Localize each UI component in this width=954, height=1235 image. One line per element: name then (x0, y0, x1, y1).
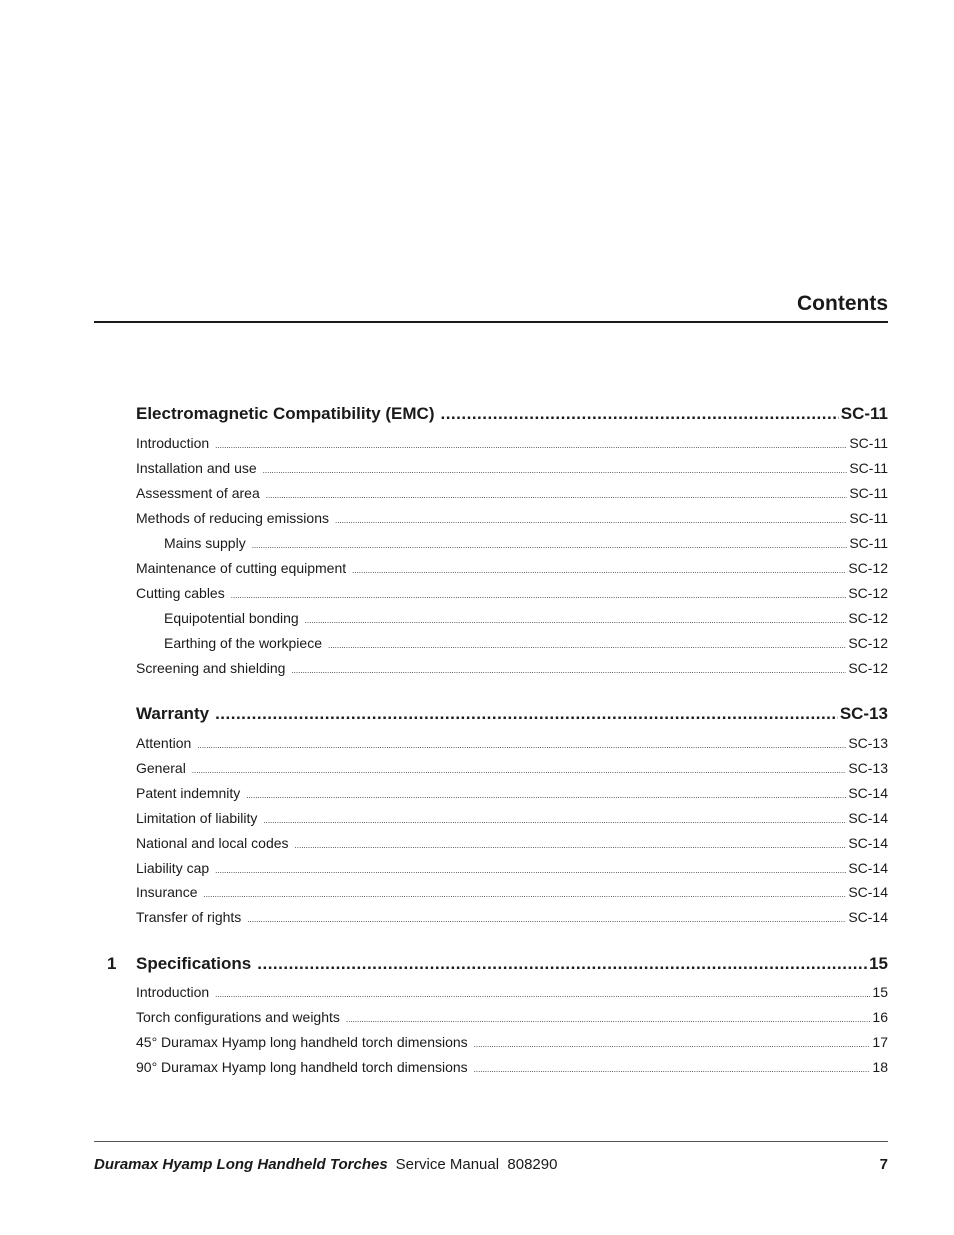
toc-entry-title: Methods of reducing emissions (136, 510, 329, 526)
dot-leader (352, 566, 846, 575)
toc-section-heading[interactable] (136, 704, 888, 726)
toc-entry-title: Transfer of rights (136, 909, 242, 925)
toc-entry-title: 45° Duramax Hyamp long handheld torch dimensions (136, 1034, 468, 1050)
toc-entry-title: Screening and shielding (136, 660, 286, 676)
toc-entry[interactable] (136, 1034, 888, 1052)
footer-doc-subtitle: Service Manual 808290 (395, 1156, 558, 1173)
dot-leader (215, 990, 870, 999)
dot-leader (215, 704, 838, 724)
toc-entry-page: SC-12 (848, 660, 888, 676)
toc-entry-page: SC-14 (848, 860, 888, 876)
toc-entry[interactable] (136, 835, 888, 853)
dot-leader (263, 816, 846, 825)
toc-entry-page: SC-11 (849, 435, 888, 451)
toc-entry-title: National and local codes (136, 835, 289, 851)
toc-entry-title: Maintenance of cutting equipment (136, 560, 347, 576)
toc-entry-title: Patent indemnity (136, 785, 241, 801)
toc-entry-page: SC-11 (849, 485, 888, 501)
toc-entry-page: SC-11 (849, 460, 888, 476)
dot-leader (247, 915, 846, 924)
toc-section-title: Specifications (136, 954, 252, 973)
toc-entry[interactable] (136, 560, 888, 578)
toc-entry[interactable] (136, 435, 888, 453)
toc-entry[interactable] (164, 610, 888, 628)
toc-entry-page: SC-14 (848, 810, 888, 826)
toc-section-heading[interactable] (136, 954, 888, 976)
toc-entry[interactable] (136, 909, 888, 927)
toc-entry[interactable] (136, 860, 888, 878)
toc-entry[interactable] (136, 1009, 888, 1027)
dot-leader (257, 954, 867, 974)
toc-section-page: 15 (869, 954, 888, 973)
chapter-number: 1 (107, 954, 117, 973)
toc-section-page: SC-11 (840, 404, 888, 423)
dot-leader (474, 1040, 871, 1049)
toc-entry[interactable] (136, 585, 888, 603)
toc-entry-title: Installation and use (136, 460, 257, 476)
toc-entry-title: Liability cap (136, 860, 210, 876)
dot-leader (328, 641, 846, 650)
toc-entry-title: Cutting cables (136, 585, 225, 601)
dot-leader (263, 466, 848, 475)
toc-entry[interactable] (136, 660, 888, 678)
toc-entry-title: 90° Duramax Hyamp long handheld torch dimensions (136, 1059, 468, 1075)
dot-leader (266, 491, 848, 500)
toc-entry-page: 15 (872, 984, 888, 1000)
dot-leader (305, 616, 847, 625)
toc-entry-page: 17 (872, 1034, 888, 1050)
toc-section-title: Warranty (136, 704, 210, 723)
toc-entry-title: Introduction (136, 984, 210, 1000)
toc-entry-page: 16 (872, 1009, 888, 1025)
toc-entry-page: 18 (872, 1059, 888, 1075)
toc-section-title: Electromagnetic Compatibility (EMC) (136, 404, 435, 423)
toc-entry-title: Mains supply (164, 535, 246, 551)
footer-doc-title: Duramax Hyamp Long Handheld Torches (94, 1156, 388, 1173)
toc-entry-title: Attention (136, 735, 192, 751)
dot-leader (252, 541, 848, 550)
dot-leader (192, 766, 847, 775)
toc-entry-page: SC-12 (848, 610, 888, 626)
toc-entry-page: SC-13 (848, 735, 888, 751)
dot-leader (440, 404, 838, 424)
toc-entry[interactable] (136, 485, 888, 503)
dot-leader (295, 841, 847, 850)
toc-entry-page: SC-12 (848, 560, 888, 576)
toc-entry[interactable] (136, 810, 888, 828)
toc-entry[interactable] (136, 760, 888, 778)
page-footer (94, 1156, 888, 1173)
toc-entry-page: SC-12 (848, 635, 888, 651)
toc-entry-title: Equipotential bonding (164, 610, 299, 626)
toc-entry-title: Limitation of liability (136, 810, 258, 826)
toc-entry-title: General (136, 760, 186, 776)
toc-entry-title: Insurance (136, 884, 198, 900)
toc-entry-title: Assessment of area (136, 485, 260, 501)
toc-entry-title: Earthing of the workpiece (164, 635, 322, 651)
toc-entry[interactable] (164, 535, 888, 553)
toc-entry-page: SC-11 (849, 510, 888, 526)
contents-title: Contents (797, 292, 888, 315)
dot-leader (346, 1015, 871, 1024)
toc-entry-page: SC-13 (848, 760, 888, 776)
dot-leader (215, 441, 847, 450)
toc-entry-page: SC-14 (848, 909, 888, 925)
toc-entry-page: SC-14 (848, 835, 888, 851)
toc-entry[interactable] (136, 884, 888, 902)
toc-section-page: SC-13 (839, 704, 888, 723)
toc-entry-page: SC-14 (848, 785, 888, 801)
toc-entry[interactable] (136, 1059, 888, 1077)
dot-leader (197, 741, 846, 750)
toc-entry-page: SC-11 (849, 535, 888, 551)
dot-leader (291, 666, 846, 675)
toc-entry[interactable] (136, 510, 888, 528)
toc-entry-page: SC-12 (848, 585, 888, 601)
footer-page-number: 7 (879, 1156, 888, 1173)
dot-leader (474, 1065, 871, 1074)
dot-leader (246, 791, 846, 800)
footer-rule (94, 1141, 888, 1142)
dot-leader (335, 516, 847, 525)
dot-leader (231, 591, 847, 600)
toc-entry-page: SC-14 (848, 884, 888, 900)
toc-entry-title: Torch configurations and weights (136, 1009, 340, 1025)
toc-section-heading[interactable] (136, 404, 888, 426)
dot-leader (215, 866, 846, 875)
title-rule (94, 321, 888, 323)
toc-entry[interactable] (164, 635, 888, 653)
dot-leader (203, 890, 846, 899)
toc-entry-title: Introduction (136, 435, 210, 451)
toc-entry[interactable] (136, 460, 888, 478)
toc-entry[interactable] (136, 785, 888, 803)
toc-entry[interactable] (136, 984, 888, 1002)
toc-entry[interactable] (136, 735, 888, 753)
